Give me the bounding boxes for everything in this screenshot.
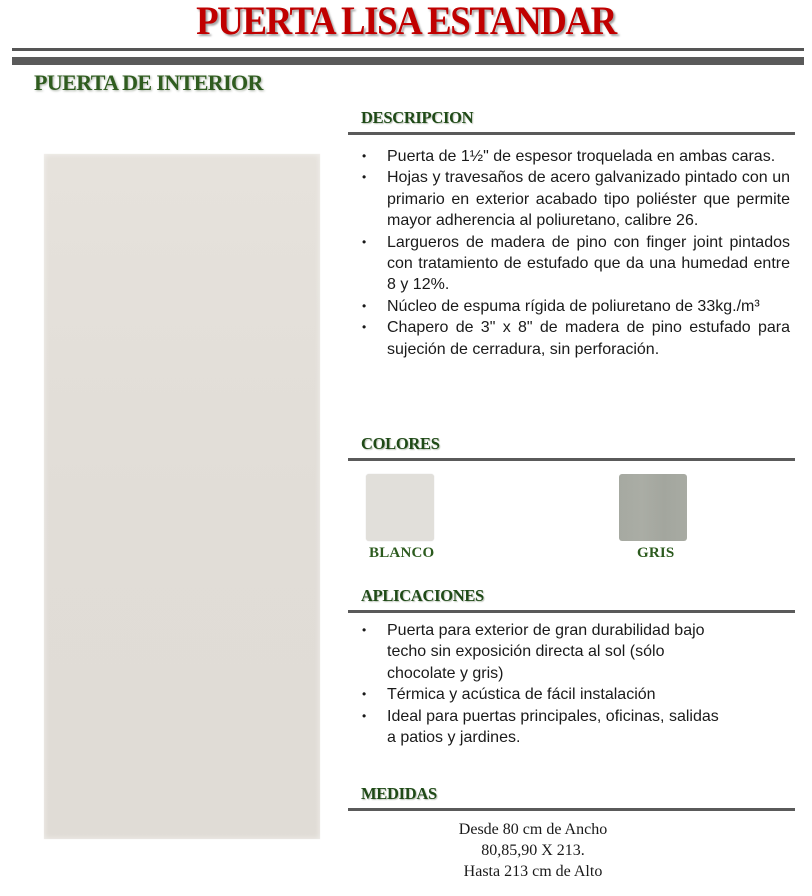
list-item-text: Largueros de madera de pino con finger joint pintados con tratamiento de estufado que da una humedad entre 8 y 12%. (387, 233, 790, 294)
list-item-text: Puerta de 1½" de espesor troquelada en ambas caras. (387, 148, 776, 165)
bullet-icon: • (362, 623, 367, 637)
list-item (362, 167, 790, 231)
bullet-icon: • (362, 298, 367, 313)
bullet-icon: • (362, 149, 367, 163)
description-list (362, 146, 790, 360)
section-heading-descripcion: DESCRIPCION (361, 108, 474, 127)
section-rule-medidas (348, 808, 795, 811)
list-item-text: Chapero de 3" x 8" de madera de pino estufado para sujeción de cerradura, sin perforación. (387, 319, 790, 358)
applications-list (362, 620, 722, 748)
section-heading-medidas: MEDIDAS (361, 784, 437, 803)
bullet-icon: • (362, 170, 367, 185)
list-item (362, 684, 722, 705)
dimension-line: Desde 80 cm de Ancho (458, 821, 608, 838)
dimension-line: 80,85,90 X 213. (481, 842, 585, 859)
dimension-line: Hasta 213 cm de Alto (463, 863, 603, 880)
list-item-text: Núcleo de espuma rígida de poliuretano de 33kg./m³ (387, 297, 760, 315)
section-rule-colores (348, 458, 795, 461)
dimensions-block (348, 819, 718, 882)
bullet-icon: • (362, 320, 367, 335)
door-product-image (44, 154, 320, 839)
header-rule-thin (12, 48, 804, 51)
header-rule-thick (12, 57, 804, 65)
section-rule-aplicaciones (348, 610, 795, 613)
bullet-icon: • (362, 687, 367, 702)
list-item-text: Ideal para puertas principales, oficinas, salidas a patios y jardines. (387, 707, 719, 747)
section-heading-colores: COLORES (361, 434, 440, 453)
list-item-text: Hojas y travesaños de acero galvanizado pintado con un primario en exterior acabado tipo poliéster que permite mayor adherencia al poliuretano, calibre 26. (387, 169, 790, 230)
section-heading-aplicaciones: APLICACIONES (361, 586, 484, 605)
color-swatch-gris (619, 474, 687, 541)
bullet-icon: • (362, 234, 367, 249)
list-item (362, 146, 790, 167)
section-rule-descripcion (348, 132, 795, 135)
list-item (362, 296, 790, 317)
list-item (362, 317, 790, 360)
page-title: PUERTA LISA ESTANDAR (196, 0, 616, 43)
color-swatch-blanco (366, 474, 434, 541)
list-item (362, 706, 722, 749)
product-category: PUERTA DE INTERIOR (34, 70, 263, 95)
list-item (362, 620, 722, 684)
color-label-gris: GRIS (637, 545, 675, 561)
list-item-text: Térmica y acústica de fácil instalación (387, 686, 656, 704)
list-item-text: Puerta para exterior de gran durabilidad bajo techo sin exposición directa al sol (sólo chocolate y gris) (387, 622, 705, 682)
color-label-blanco: BLANCO (369, 545, 435, 561)
list-item (362, 232, 790, 296)
bullet-icon: • (362, 708, 367, 723)
